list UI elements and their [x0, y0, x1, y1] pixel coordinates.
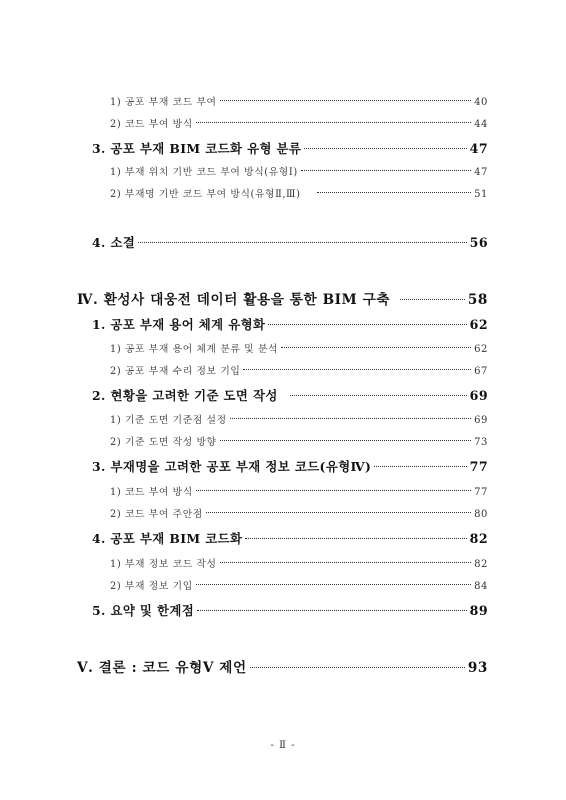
toc-entry[interactable] — [110, 186, 488, 200]
toc-entry-page: 47 — [469, 141, 488, 156]
toc-entry-page: 58 — [467, 292, 488, 308]
toc-entry[interactable] — [92, 233, 488, 251]
toc-entry-page: 47 — [474, 167, 488, 178]
toc-entry[interactable] — [110, 578, 488, 592]
toc-entry-page: 69 — [474, 415, 488, 426]
toc-entry[interactable] — [110, 556, 488, 570]
dot-leader — [243, 369, 471, 370]
toc-entry-label: 2) 코드 부여 주안점 — [110, 509, 203, 520]
toc-entry-label: Ⅴ. 결론 : 코드 유형Ⅴ 제언 — [77, 660, 247, 676]
toc-entry-label: 1) 부재 정보 코드 작성 — [110, 559, 217, 570]
dot-leader — [281, 347, 471, 348]
toc-entry-page: 82 — [469, 531, 488, 546]
dot-leader — [245, 538, 466, 539]
toc-entry-page: 73 — [474, 437, 488, 448]
dot-leader — [317, 192, 472, 193]
toc-entry-label: 1) 코드 부여 방식 — [110, 487, 193, 498]
dot-leader — [220, 562, 471, 563]
toc-entry-label: 1. 공포 부재 용어 체계 유형화 — [92, 317, 266, 332]
toc-entry[interactable] — [92, 601, 488, 619]
dot-leader — [196, 122, 471, 123]
toc-entry-label: 4. 소결 — [92, 235, 136, 250]
dot-leader — [230, 418, 471, 419]
dot-leader — [400, 299, 465, 300]
toc-chapter-entry[interactable] — [77, 656, 488, 676]
toc-entry[interactable] — [110, 484, 488, 498]
toc-entry-page: 62 — [474, 344, 488, 355]
dot-leader — [268, 324, 466, 325]
toc-entry[interactable] — [92, 529, 488, 547]
toc-entry[interactable] — [110, 116, 488, 130]
toc-entry-label: 1) 공포 부재 코드 부여 — [110, 97, 217, 108]
toc-entry-label: 3. 부재명을 고려한 공포 부재 정보 코드(유형Ⅳ) — [92, 459, 372, 474]
dot-leader — [250, 667, 465, 668]
toc-entry-label: 2) 코드 부여 방식 — [110, 119, 193, 130]
toc-entry[interactable] — [92, 386, 488, 404]
toc-entry[interactable] — [92, 315, 488, 333]
dot-leader — [304, 148, 466, 149]
toc-chapter-entry[interactable] — [77, 288, 488, 308]
toc-entry-page: 51 — [474, 189, 488, 200]
dot-leader — [196, 584, 471, 585]
toc-entry-page: 67 — [474, 366, 488, 377]
toc-entry-label: 2) 기준 도면 작성 방향 — [110, 437, 217, 448]
toc-entry[interactable] — [110, 412, 488, 426]
toc-entry-label: 3. 공포 부재 BIM 코드화 유형 분류 — [92, 141, 302, 156]
toc-entry-label: 2) 공포 부재 수리 정보 기입 — [110, 366, 241, 377]
toc-entry[interactable] — [110, 341, 488, 355]
toc-entry[interactable] — [110, 94, 488, 108]
toc-entry-page: 40 — [474, 97, 488, 108]
toc-entry-label: 2. 현황을 고려한 기준 도면 작성 — [92, 388, 278, 403]
toc-entry-page: 84 — [474, 581, 488, 592]
toc-entry-label: 2) 부재 정보 기입 — [110, 581, 193, 592]
toc-entry-label: Ⅳ. 환성사 대웅전 데이터 활용을 통한 BIM 구축 — [77, 292, 391, 308]
toc-entry-page: 69 — [469, 388, 488, 403]
toc-entry[interactable] — [110, 434, 488, 448]
dot-leader — [138, 242, 466, 243]
toc-entry[interactable] — [92, 457, 488, 475]
toc-entry-page: 62 — [469, 317, 488, 332]
dot-leader — [220, 100, 471, 101]
toc-entry-label: 1) 공포 부재 용어 체계 분류 및 분석 — [110, 344, 279, 355]
toc-entry-page: 82 — [474, 559, 488, 570]
toc-entry[interactable] — [110, 164, 488, 178]
dot-leader — [196, 490, 471, 491]
toc-entry[interactable] — [92, 139, 488, 157]
toc-entry-page: 44 — [474, 119, 488, 130]
dot-leader — [374, 466, 466, 467]
toc-entry-label: 1) 기준 도면 기준점 설정 — [110, 415, 227, 426]
dot-leader — [206, 512, 471, 513]
toc-entry-page: 77 — [474, 487, 488, 498]
toc-entry-label: 2) 부재명 기반 코드 부여 방식(유형Ⅱ,Ⅲ) — [110, 189, 301, 200]
toc-entry-page: 77 — [469, 459, 488, 474]
dot-leader — [220, 440, 471, 441]
toc-entry-label: 1) 부재 위치 기반 코드 부여 방식(유형Ⅰ) — [110, 167, 298, 178]
toc-entry-page: 56 — [469, 235, 488, 250]
page-number: - Ⅱ - — [270, 740, 296, 751]
toc-entry-label: 5. 요약 및 한계점 — [92, 603, 195, 618]
toc-entry-page: 89 — [469, 603, 488, 618]
toc-entry[interactable] — [110, 363, 488, 377]
toc-entry[interactable] — [110, 506, 488, 520]
dot-leader — [301, 170, 471, 171]
toc-entry-page: 80 — [474, 509, 488, 520]
toc-entry-label: 4. 공포 부재 BIM 코드화 — [92, 531, 243, 546]
dot-leader — [290, 395, 467, 396]
dot-leader — [197, 610, 467, 611]
toc-entry-page: 93 — [467, 660, 488, 676]
